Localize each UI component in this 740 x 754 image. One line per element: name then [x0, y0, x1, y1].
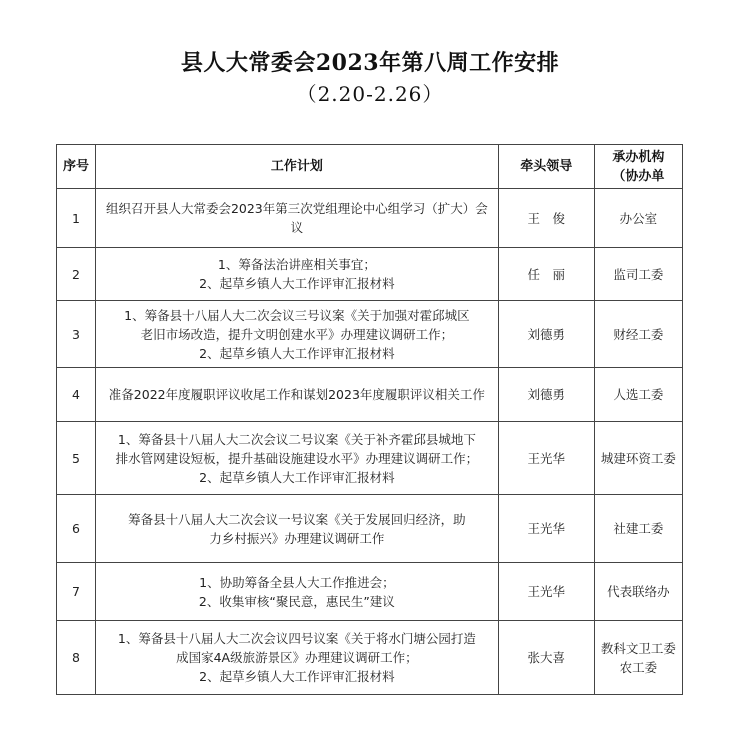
plan-line: 老旧市场改造，提升文明创建水平》办理建议调研工作；: [140, 326, 454, 342]
cell-leader: 王 俊: [498, 189, 594, 248]
org-line: 财经工委: [613, 326, 664, 342]
plan-line: 1、筹备县十八届人大二次会议二号议案《关于补齐霍邱县城地下: [117, 431, 476, 447]
cell-plan: [96, 301, 499, 368]
table-row: [57, 422, 683, 495]
plan-line: 排水管网建设短板，提升基础设施建设水平》办理建议调研工作；: [115, 450, 479, 466]
cell-plan: [96, 189, 499, 248]
schedule-table: [56, 144, 683, 695]
cell-plan: [96, 495, 499, 563]
cell-org: [594, 563, 682, 621]
header-org-line1: 承办机构: [612, 149, 665, 165]
cell-plan: [96, 422, 499, 495]
cell-plan: [96, 563, 499, 621]
table-row: [57, 248, 683, 301]
cell-plan: [96, 248, 499, 301]
cell-org: [594, 301, 682, 368]
plan-line: 1、筹备法治讲座相关事宜；: [217, 257, 376, 272]
org-line: 代表联络办: [607, 584, 670, 599]
org-line: 人选工委: [613, 387, 664, 402]
header-plan: 工作计划: [96, 145, 499, 189]
org-line: 教科文卫工委: [600, 640, 676, 656]
table-row: [57, 621, 683, 695]
table-row: [57, 563, 683, 621]
cell-org: [594, 422, 682, 495]
header-org: [594, 145, 682, 189]
plan-line: 2、起草乡镇人大工作评审汇报材料: [199, 469, 395, 485]
plan-line: 力乡村振兴》办理建议调研工作: [209, 530, 385, 546]
plan-line: 组织召开县人大常委会2023年第三次党组理论中心组学习（扩大）会议: [105, 201, 488, 235]
cell-org: [594, 189, 682, 248]
cell-org: [594, 495, 682, 563]
cell-seq: 2: [57, 248, 96, 301]
table-header-row: [57, 145, 683, 189]
date-range-subtitle: （2.20-2.26）: [296, 82, 444, 106]
table-row: [57, 368, 683, 422]
plan-line: 2、起草乡镇人大工作评审汇报材料: [199, 345, 395, 361]
plan-line: 成国家4A级旅游景区》办理建议调研工作；: [176, 650, 418, 665]
cell-leader: 王光华: [498, 495, 594, 563]
cell-leader: 王光华: [498, 563, 594, 621]
table-body: [57, 189, 683, 695]
plan-line: 2、起草乡镇人大工作评审汇报材料: [199, 276, 395, 291]
cell-seq: 4: [57, 368, 96, 422]
cell-seq: 8: [57, 621, 96, 695]
plan-line: 1、协助筹备全县人大工作推进会；: [199, 574, 395, 590]
table-row: [57, 495, 683, 563]
org-line: 城建环资工委: [600, 450, 676, 466]
cell-org: [594, 621, 682, 695]
org-line: 农工委: [619, 659, 658, 675]
header-seq: 序号: [57, 145, 96, 189]
cell-plan: [96, 621, 499, 695]
page-title: 县人大常委会2023年第八周工作安排: [180, 50, 560, 76]
plan-line: 2、起草乡镇人大工作评审汇报材料: [199, 669, 395, 684]
cell-seq: 6: [57, 495, 96, 563]
cell-seq: 3: [57, 301, 96, 368]
cell-leader: 任 丽: [498, 248, 594, 301]
cell-seq: 5: [57, 422, 96, 495]
plan-line: 筹备县十八届人大二次会议一号议案《关于发展回归经济，助: [128, 511, 466, 527]
org-line: 社建工委: [613, 521, 664, 536]
cell-seq: 7: [57, 563, 96, 621]
org-line: 办公室: [619, 210, 658, 226]
cell-plan: [96, 368, 499, 422]
table-row: [57, 189, 683, 248]
plan-line: 2、收集审核“聚民意，惠民生”建议: [198, 593, 395, 609]
header-org-line2: （协办单: [612, 168, 665, 184]
table-row: [57, 301, 683, 368]
cell-leader: 刘德勇: [498, 368, 594, 422]
cell-seq: 1: [57, 189, 96, 248]
plan-line: 1、筹备县十八届人大二次会议四号议案《关于将水门塘公园打造: [117, 631, 476, 646]
header-leader: 牵头领导: [498, 145, 594, 189]
cell-org: [594, 248, 682, 301]
cell-leader: 张大喜: [498, 621, 594, 695]
plan-line: 准备2022年度履职评议收尾工作和谋划2023年度履职评议相关工作: [108, 387, 485, 402]
cell-leader: 刘德勇: [498, 301, 594, 368]
cell-org: [594, 368, 682, 422]
plan-line: 1、筹备县十八届人大二次会议三号议案《关于加强对霍邱城区: [124, 307, 470, 323]
org-line: 监司工委: [613, 266, 664, 282]
cell-leader: 王光华: [498, 422, 594, 495]
